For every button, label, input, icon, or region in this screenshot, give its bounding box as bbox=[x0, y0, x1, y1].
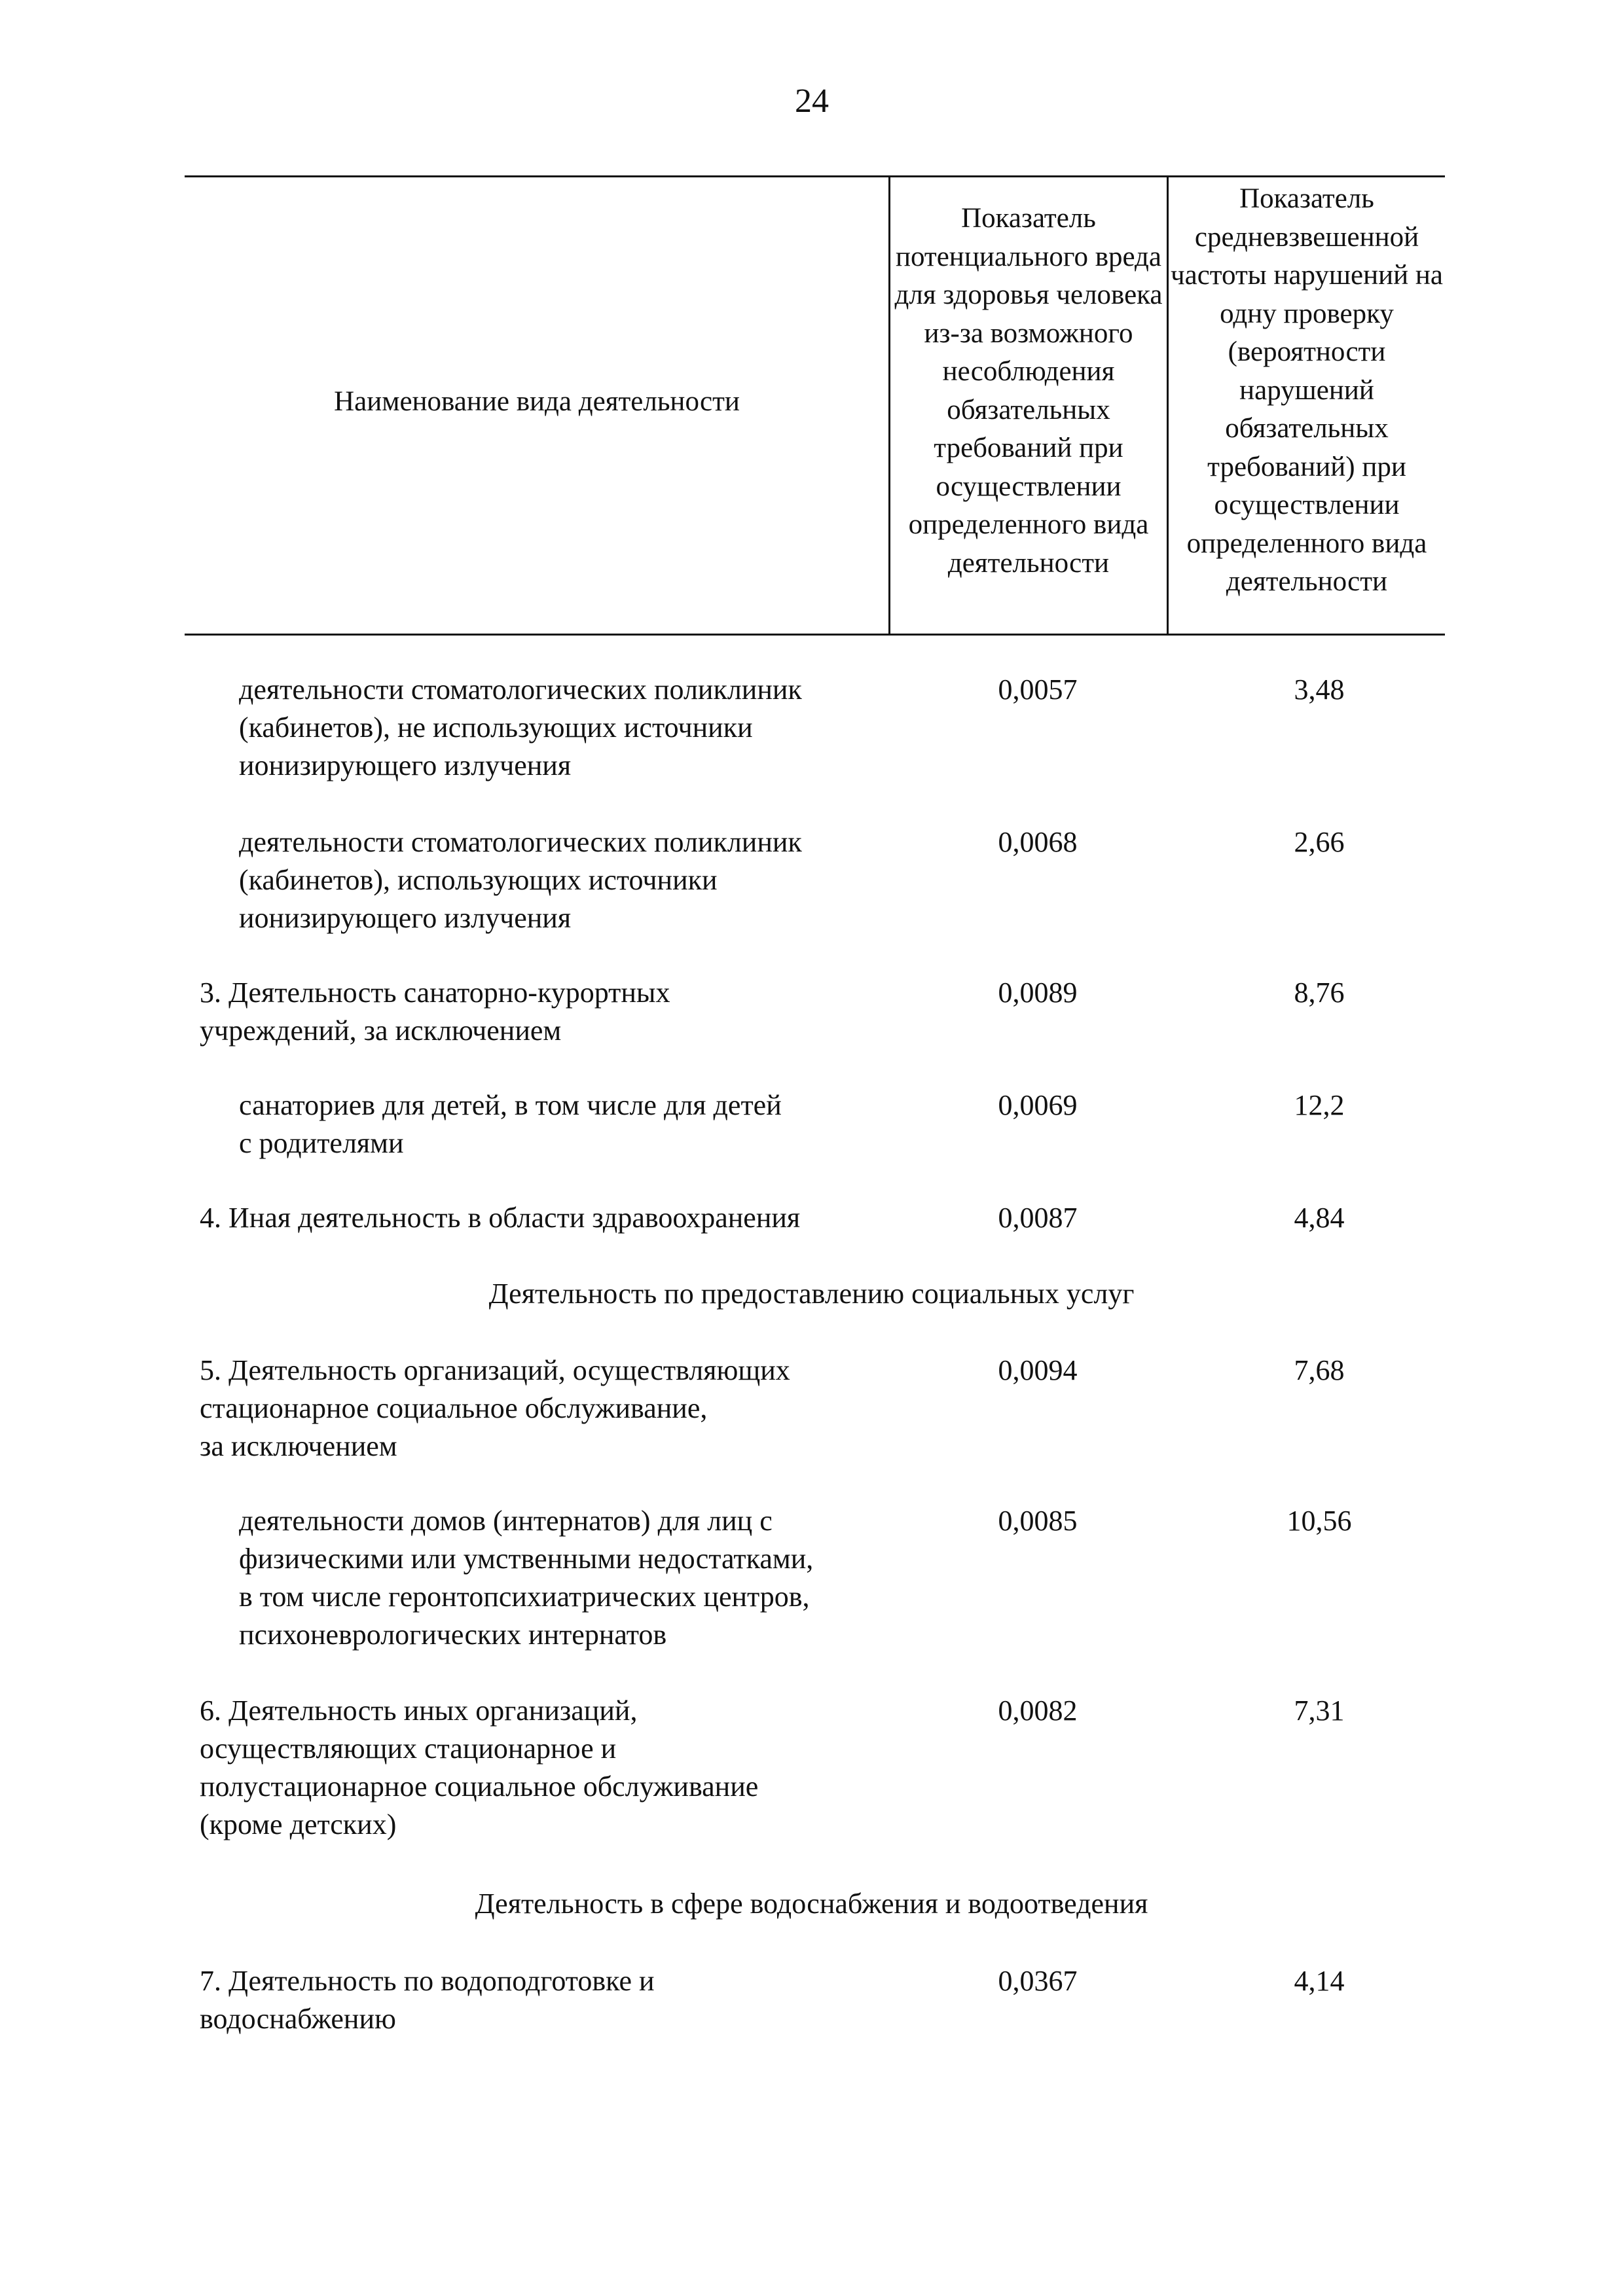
activity-name: 4. Иная деятельность в области здравоохранения bbox=[200, 1202, 801, 1234]
frequency-value: 7,68 bbox=[1294, 1354, 1345, 1386]
frequency-value: 10,56 bbox=[1286, 1505, 1352, 1537]
harm-value: 0,0367 bbox=[998, 1965, 1078, 1997]
activity-name: санаториев для детей, в том числе для детей с родителями bbox=[239, 1089, 782, 1159]
table-top-rule bbox=[185, 175, 1445, 177]
frequency-value: 4,14 bbox=[1294, 1965, 1345, 1997]
header-activity-name: Наименование вида деятельности bbox=[334, 386, 740, 417]
table-header-bottom-rule bbox=[185, 634, 1445, 636]
table-row bbox=[200, 1962, 1444, 2041]
harm-value: 0,0082 bbox=[998, 1695, 1078, 1727]
activity-name: 7. Деятельность по водоподготовке и водоснабжению bbox=[200, 1965, 655, 2035]
table-row bbox=[200, 974, 1444, 1052]
table-row bbox=[200, 1692, 1444, 1849]
table-row bbox=[200, 1086, 1444, 1165]
page-number: 24 bbox=[795, 82, 829, 120]
frequency-value: 2,66 bbox=[1294, 826, 1345, 858]
activity-name-full bbox=[0, 0, 1, 1]
activity-name: деятельности стоматологических поликлиник (кабинетов), использующих источники ионизирующего излучения bbox=[239, 826, 802, 934]
table-row bbox=[200, 1502, 1444, 1659]
harm-value: 0,0087 bbox=[998, 1202, 1078, 1234]
frequency-value: 7,31 bbox=[1294, 1695, 1345, 1727]
frequency-value: 8,76 bbox=[1294, 977, 1345, 1009]
table-row bbox=[200, 1199, 1444, 1238]
harm-value: 0,0069 bbox=[998, 1089, 1078, 1121]
activity-name: 3. Деятельность санаторно-курортных учреждений, за исключением bbox=[200, 977, 670, 1047]
harm-value: 0,0089 bbox=[998, 977, 1078, 1009]
table-row bbox=[200, 823, 1444, 941]
section-heading: Деятельность по предоставлению социальных услуг bbox=[488, 1278, 1135, 1310]
frequency-value: 3,48 bbox=[1294, 673, 1345, 706]
header-violation-frequency: Показатель средневзвешенной частоты нарушений на одну проверку (вероятности нарушений обязательных требований) при осуществлении определенного вида деятельности bbox=[1171, 183, 1443, 597]
column-divider-2 bbox=[1167, 175, 1169, 636]
table-row bbox=[200, 1352, 1444, 1469]
header-harm-indicator: Показатель потенциального вреда для здоровья человека из-за возможного несоблюдения обязательных требований при осуществлении определенного вида деятельности bbox=[894, 203, 1163, 579]
activity-name: 6. Деятельность иных организаций, осуществляющих стационарное и полустационарное социальное обслуживание (кроме детских) bbox=[200, 1695, 759, 1840]
column-divider-1 bbox=[888, 175, 890, 636]
harm-value: 0,0057 bbox=[998, 673, 1078, 706]
frequency-value: 12,2 bbox=[1294, 1089, 1345, 1121]
activity-name: 5. Деятельность организаций, осуществляющих стационарное социальное обслуживание, за исключением bbox=[200, 1354, 790, 1462]
section-heading: Деятельность в сфере водоснабжения и водоотведения bbox=[475, 1888, 1148, 1920]
activity-name: деятельности стоматологических поликлиник (кабинетов), не использующих источники ионизирующего излучения bbox=[239, 673, 802, 781]
frequency-value: 4,84 bbox=[1294, 1202, 1345, 1234]
table-row bbox=[200, 671, 1444, 789]
harm-value: 0,0068 bbox=[998, 826, 1078, 858]
harm-value: 0,0094 bbox=[998, 1354, 1078, 1386]
activity-name: деятельности домов (интернатов) для лиц с физическими или умственными недостатками, в том числе геронтопсихиатрических центров, психоневрологических интернатов bbox=[239, 1505, 814, 1651]
harm-value: 0,0085 bbox=[998, 1505, 1078, 1537]
